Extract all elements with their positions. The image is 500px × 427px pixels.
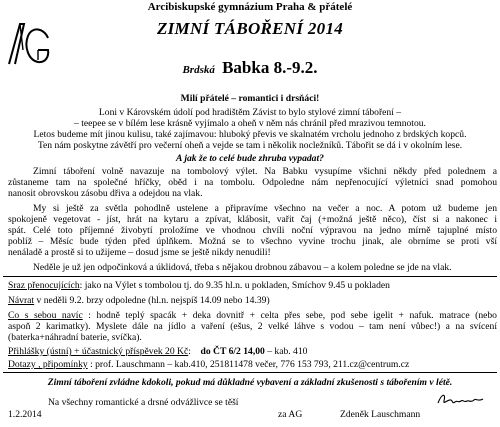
paragraph-line: poblíž – Měsíc bude týden před úplňkem. Možná se to všechno vyvine trochu jinak, ale obrníme se proti vší [8, 236, 497, 247]
gear-info-line: (baterka+náhradní baterie, svíčka). [8, 332, 142, 343]
return-label: Návrat [8, 295, 35, 306]
signup-info [8, 346, 307, 357]
meeting-label: Sraz přenocujících [8, 280, 80, 291]
intro-line: Letos budeme mít jinou kulisu, také zajímavou: hluboký převis ve skalnatém vrcholu jednoho z brdských kopců. [33, 129, 467, 140]
signup-room: – kab. 410 [264, 346, 308, 357]
closing-note: Zimní táboření zvládne kdokoli, pokud má důkladné vybavení a základní zkušenosti s tábořením v létě. [47, 377, 453, 388]
event-place: Brdská [182, 64, 215, 76]
meeting-info [8, 280, 390, 291]
gear-info-line: aspoň 2 karimatky). Myslete dále na jídlo a vaření (ešus, 2 velké láhve s vodou – tam není vůbec!) a na svícení [8, 321, 497, 332]
questions-text: : prof. Lauschmann – kab.410, 251811478 večer, 776 153 793, 211.cz@centrum.cz [87, 359, 410, 370]
paragraph-line: zůstaneme tam na společné hříčky, oběd i na tombolu. Odpoledne nám nepřenocující výletníci snad pomohou [8, 177, 497, 188]
return-info [8, 295, 270, 306]
return-text: v neděli 9.2. brzy odpoledne (hl.n. nejspíš 14.09 nebo 14.39) [34, 295, 270, 306]
paragraph-line: nanosit obrovskou zásobu dřiva a odejdou na vlak. [8, 188, 203, 199]
gear-label: Co s sebou navíc [8, 310, 83, 321]
closing-regards: Na všechny romantické a drsné odvážlivce se těší [48, 397, 239, 408]
paragraph-line: nenáladě a prostě si to užijeme – dosud jsme se ještě nikdy nenudili! [8, 247, 271, 258]
page-title: ZIMNÍ TÁBOŘENÍ 2014 [156, 19, 344, 38]
organization-name: Arcibiskupské gymnázium Praha & přátelé [147, 1, 353, 13]
meeting-text: : jako na Výlet s tombolou tj. do 9.35 hl.n. u pokladen, Smíchov 9.45 u pokladen [79, 280, 390, 291]
event-subtitle [0, 57, 500, 79]
intro-line: Ten nám poskytne závětří pro večerní oheň a vejde se tam i několik nocležníků. Tábořit se dá i v okolním lese. [37, 140, 463, 151]
paragraph-line: Zimní táboření volně navazuje na tombolový výlet. Na Babku vysupíme všichni někdy před polednem a [33, 166, 497, 177]
divider [3, 372, 497, 373]
handwritten-signature [436, 391, 486, 409]
paragraph-line: Neděle je už jen odpočinková a úklidová, třeba s nějakou drobnou zábavou – a kolem poledne se jde na vlak. [33, 262, 452, 273]
paragraph-line: spát. Celé toto příjemné živobytí proložíme ve vhodnou chvíli noční výpravou na jedno mírně tajuplné místo [8, 225, 497, 236]
author-name: Zdeněk Lauschmann [340, 409, 421, 420]
document-date: 1.2.2014 [8, 409, 42, 420]
signup-sep: : [188, 346, 191, 357]
gear-info [8, 310, 497, 321]
gear-text: : hodně teplý spacák + deka dovnitř + celta přes sebe, pod sebe igelit + nafuk. matrace (nebo [82, 310, 497, 321]
closing-from: za AG [278, 409, 303, 420]
intro-line: – teepee se v bílém lese krásně vyjímalo a oheň v něm nás chránil před mrazivou temnotou. [74, 118, 426, 129]
greeting: Milí přátelé – romantici i drsňáci! [180, 93, 320, 104]
questions-info [8, 359, 409, 370]
questions-label: Dotazy , připomínky [8, 359, 88, 370]
paragraph-line: spokojeně vegetovat - jíst, hrát na kytaru a zpívat, klábosit, vařit čaj (+možná ještě něco), číst si a nakonec i [8, 214, 497, 225]
divider [3, 276, 497, 277]
signup-deadline: do ČT 6/2 14,00 [200, 346, 265, 357]
intro-line: Loni v Károvském údolí pod hradištěm Závist to bylo stylové zimní táboření – [98, 107, 402, 118]
signup-label: Přihlášky (ústní) + účastnický příspěvek 20 Kč [8, 346, 189, 357]
program-question: A jak že to celé bude zhruba vypadat? [176, 153, 324, 164]
event-dates: Babka 8.-9.2. [222, 58, 318, 77]
paragraph-line: My si ještě za světla pohodlně ustelene a připravíme všechno na večer a noc. A potom už budeme jen [33, 203, 497, 214]
